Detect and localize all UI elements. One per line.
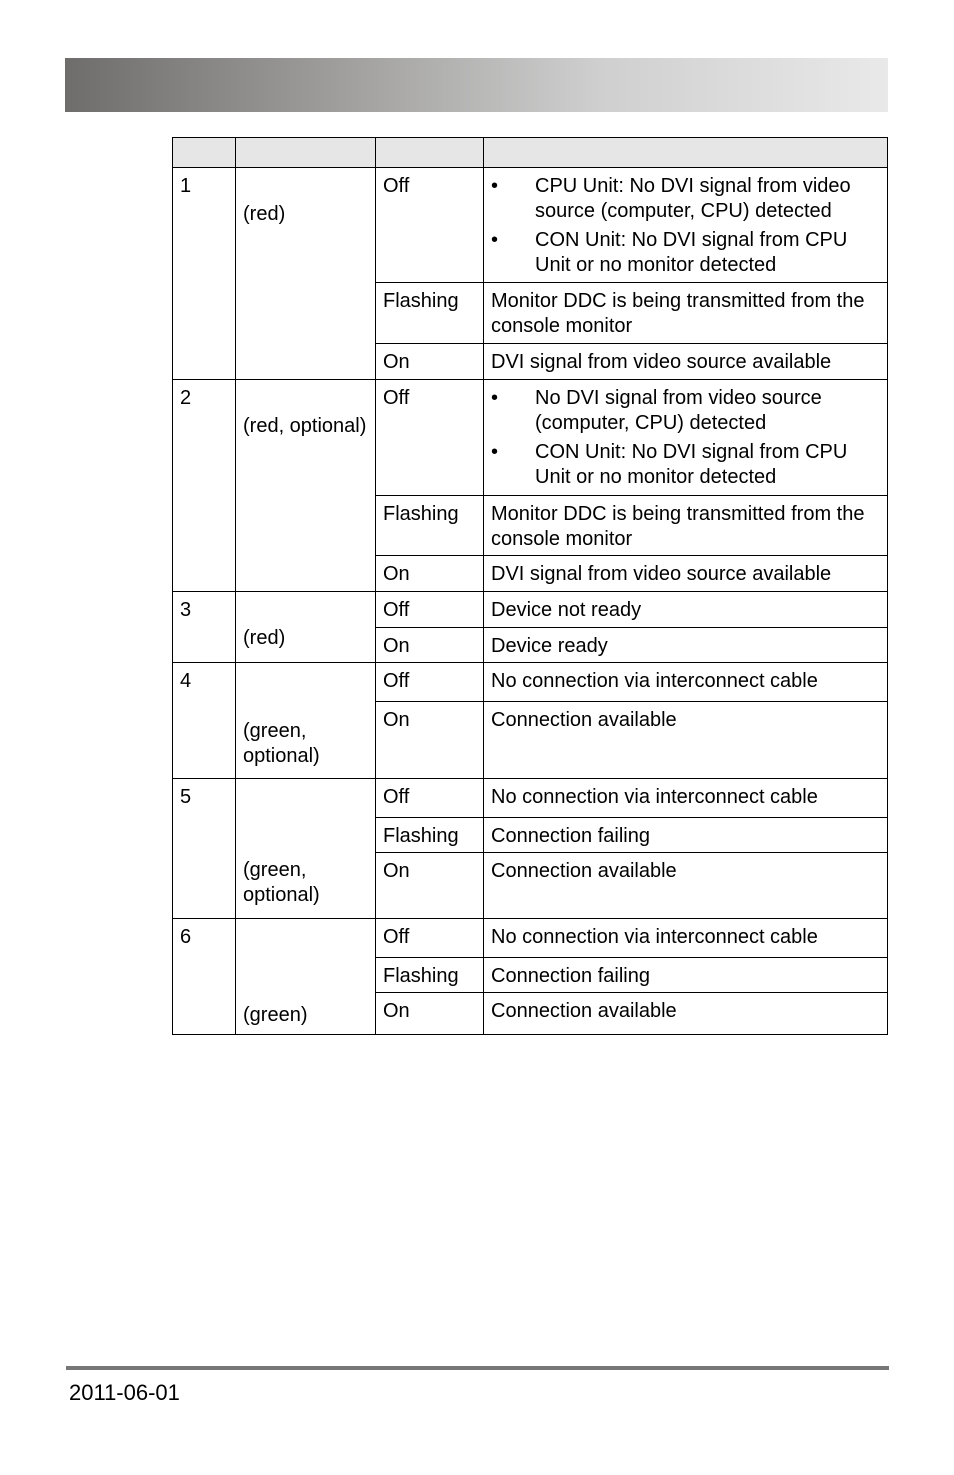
- state-cell: Flashing: [376, 958, 484, 993]
- led-name: (green, optional): [243, 720, 320, 767]
- table-header-row: [173, 138, 888, 168]
- table-row: [173, 168, 888, 283]
- bullet-icon: •: [491, 175, 499, 197]
- header-cell-state: [376, 138, 484, 168]
- state-cell: On: [376, 628, 484, 663]
- description-cell: [484, 380, 888, 496]
- description-cell: DVI signal from video source available: [484, 556, 888, 592]
- led-name: (red, optional): [243, 415, 367, 437]
- header-cell-led-number: [173, 138, 236, 168]
- led-number-cell: 5: [173, 779, 236, 919]
- state-cell: Flashing: [376, 496, 484, 556]
- list-item: • CPU Unit: No DVI signal from video source (computer, CPU) detected: [491, 175, 851, 222]
- description-cell: Device ready: [484, 628, 888, 663]
- led-name: (red): [243, 627, 286, 649]
- led-name: (red): [243, 203, 286, 225]
- state-cell: Off: [376, 919, 484, 958]
- led-name-cell: [236, 168, 376, 380]
- table-row: [173, 592, 888, 628]
- description-cell: DVI signal from video source available: [484, 344, 888, 380]
- description-cell: No connection via interconnect cable: [484, 779, 888, 818]
- state-cell: Off: [376, 168, 484, 283]
- led-number-cell: 6: [173, 919, 236, 1035]
- led-number-cell: 4: [173, 663, 236, 779]
- table-row: [173, 919, 888, 958]
- header-cell-led-name: [236, 138, 376, 168]
- state-cell: Flashing: [376, 283, 484, 344]
- description-cell: No connection via interconnect cable: [484, 919, 888, 958]
- description-cell: Device not ready: [484, 592, 888, 628]
- led-name: (green): [243, 1004, 308, 1026]
- description-cell: Connection failing: [484, 818, 888, 853]
- state-cell: Off: [376, 380, 484, 496]
- table-row: [173, 779, 888, 818]
- state-cell: On: [376, 853, 484, 919]
- bullet-icon: •: [491, 387, 499, 409]
- description-cell: Connection available: [484, 702, 888, 779]
- bullet-list: [491, 386, 880, 490]
- state-cell: Off: [376, 592, 484, 628]
- description-cell: [484, 168, 888, 283]
- description-cell: Monitor DDC is being transmitted from the console monitor: [484, 496, 888, 556]
- led-name-cell: [236, 663, 376, 779]
- footer-date: 2011-06-01: [69, 1380, 180, 1405]
- state-cell: On: [376, 556, 484, 592]
- bullet-icon: •: [491, 229, 499, 251]
- led-name-cell: [236, 779, 376, 919]
- state-cell: On: [376, 993, 484, 1035]
- bullet-list: [491, 174, 880, 278]
- description-cell: Connection failing: [484, 958, 888, 993]
- description-cell: Monitor DDC is being transmitted from the console monitor: [484, 283, 888, 344]
- state-cell: Flashing: [376, 818, 484, 853]
- led-status-table: [172, 137, 888, 1035]
- led-name: (green, optional): [243, 859, 320, 906]
- led-number-cell: 2: [173, 380, 236, 592]
- led-name-cell: [236, 380, 376, 592]
- footer-divider: [66, 1366, 889, 1370]
- led-name-cell: [236, 919, 376, 1035]
- bullet-icon: •: [491, 441, 499, 463]
- header-bar: [65, 58, 888, 112]
- description-cell: Connection available: [484, 993, 888, 1035]
- header-cell-description: [484, 138, 888, 168]
- led-number-cell: 3: [173, 592, 236, 663]
- state-cell: On: [376, 344, 484, 380]
- description-cell: Connection available: [484, 853, 888, 919]
- state-cell: Off: [376, 663, 484, 702]
- state-cell: On: [376, 702, 484, 779]
- table-row: [173, 380, 888, 496]
- list-item: • CON Unit: No DVI signal from CPU Unit or no monitor detected: [491, 229, 848, 276]
- list-item: • No DVI signal from video source (computer, CPU) detected: [491, 387, 822, 434]
- table-row: [173, 663, 888, 702]
- led-name-cell: [236, 592, 376, 663]
- state-cell: Off: [376, 779, 484, 818]
- description-cell: No connection via interconnect cable: [484, 663, 888, 702]
- list-item: • CON Unit: No DVI signal from CPU Unit or no monitor detected: [491, 441, 848, 488]
- led-number-cell: 1: [173, 168, 236, 380]
